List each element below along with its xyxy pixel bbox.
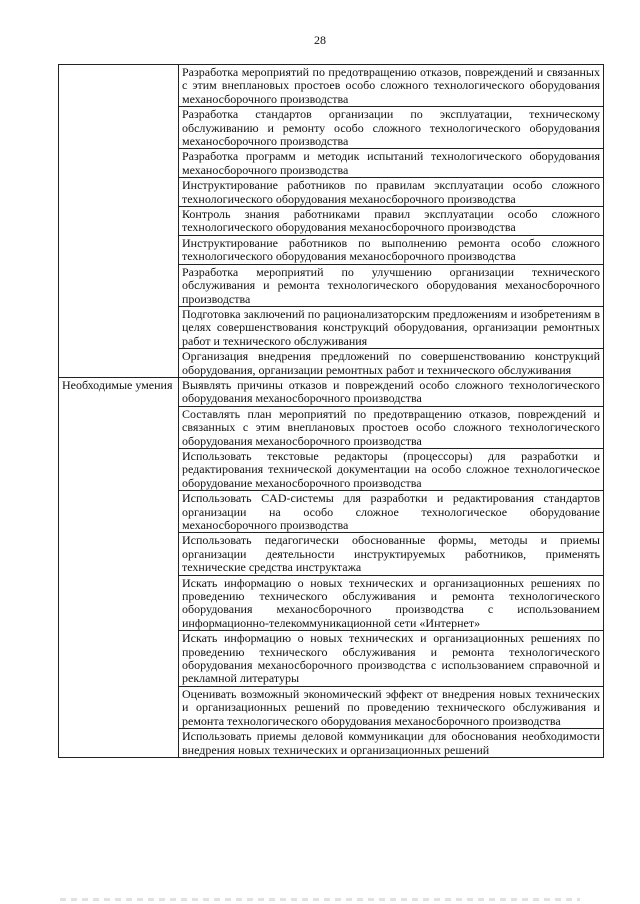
requirement-text: Использовать педагогически обоснованные формы, методы и приемы организации деятельности инструктируемых работников, применять технические средства инструктажа: [179, 533, 604, 575]
requirement-text: Искать информацию о новых технических и организационных решениях по проведению технического обслуживания и ремонта технологического оборудования механосборочного производства с использованием информационно-телекоммуникационной сети «Интернет»: [179, 575, 604, 631]
scan-artifact: [60, 898, 580, 901]
section-label: [59, 65, 179, 378]
requirement-text: Организация внедрения предложений по совершенствованию конструкций оборудования, организации ремонтных работ и технического обслуживания: [179, 349, 604, 378]
requirement-text: Контроль знания работниками правил эксплуатации особо сложного технологического оборудования механосборочного производства: [179, 207, 604, 236]
requirement-text: Разработка программ и методик испытаний технологического оборудования механосборочного производства: [179, 149, 604, 178]
requirement-text: Инструктирование работников по выполнению ремонта особо сложного технологического оборудования механосборочного производства: [179, 235, 604, 264]
requirement-text: Инструктирование работников по правилам эксплуатации особо сложного технологического оборудования механосборочного производства: [179, 178, 604, 207]
page-number: 28: [314, 33, 326, 47]
requirements-table: [58, 64, 604, 758]
requirement-text: Разработка мероприятий по предотвращению отказов, повреждений и связанных с этим внеплановых простоев особо сложного технологического оборудования механосборочного производства: [179, 65, 604, 107]
requirement-text: Выявлять причины отказов и повреждений особо сложного технологического оборудования механосборочного производства: [179, 377, 604, 406]
requirement-text: Разработка мероприятий по улучшению организации технического обслуживания и ремонта технологического оборудования механосборочного производства: [179, 264, 604, 306]
requirement-text: Составлять план мероприятий по предотвращению отказов, повреждений и связанных с этим внеплановых простоев особо сложного технологического оборудования механосборочного производства: [179, 406, 604, 448]
requirement-text: Искать информацию о новых технических и организационных решениях по проведению технического обслуживания и ремонта технологического оборудования механосборочного производства с использованием справочной и рекламной литературы: [179, 631, 604, 687]
table-row: [59, 65, 604, 107]
requirement-text: Использовать CAD-системы для разработки и редактирования стандартов организации на особо сложное технологическое оборудование механосборочного производства: [179, 491, 604, 533]
requirement-text: Разработка стандартов организации по эксплуатации, техническому обслуживанию и ремонту особо сложного технологического оборудования механосборочного производства: [179, 107, 604, 149]
requirements-table-body: [59, 65, 604, 758]
requirement-text: Использовать текстовые редакторы (процессоры) для разработки и редактирования технической документации на особо сложное технологическое оборудование механосборочного производства: [179, 448, 604, 490]
requirement-text: Оценивать возможный экономический эффект от внедрения новых технических и организационных решений по проведению технического обслуживания и ремонта технологического оборудования механосборочного производства: [179, 686, 604, 728]
table-row: [59, 377, 604, 406]
requirement-text: Подготовка заключений по рационализаторским предложениям и изобретениям в целях совершенствования конструкций оборудования, организации ремонтных работ и технического обслуживания: [179, 306, 604, 348]
requirement-text: Использовать приемы деловой коммуникации для обоснования необходимости внедрения новых технических и организационных решений: [179, 729, 604, 758]
section-label: Необходимые умения: [59, 377, 179, 757]
